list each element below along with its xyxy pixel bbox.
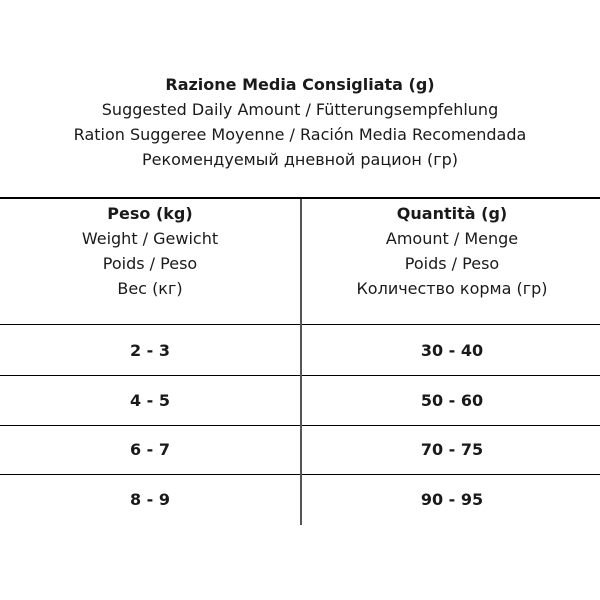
header-weight-main: Peso (kg)	[107, 204, 193, 223]
row-1-weight: 2 - 3	[129, 341, 171, 360]
header-amount-line-4: Количество корма (гр)	[356, 279, 548, 298]
title-line-4: Рекомендуемый дневной рацион (гр)	[141, 150, 459, 169]
title-line-3: Ration Suggeree Moyenne / Ración Media Recomendada	[73, 125, 527, 144]
header-amount-main: Quantità (g)	[396, 204, 508, 223]
row-2-amount: 50 - 60	[420, 391, 484, 410]
row-3-amount: 70 - 75	[420, 440, 484, 459]
header-amount-line-3: Poids / Peso	[404, 254, 500, 273]
row-3-weight: 6 - 7	[129, 440, 171, 459]
header-amount	[302, 201, 600, 301]
header-amount-line-2: Amount / Menge	[385, 229, 519, 248]
row-4-weight: 8 - 9	[129, 490, 171, 509]
header-weight-line-2: Weight / Gewicht	[81, 229, 219, 248]
title-block	[0, 72, 600, 172]
title-main: Razione Media Consigliata (g)	[165, 75, 435, 94]
header-weight-line-3: Poids / Peso	[102, 254, 198, 273]
row-4-amount: 90 - 95	[420, 490, 484, 509]
row-1-amount: 30 - 40	[420, 341, 484, 360]
title-line-2: Suggested Daily Amount / Fütterungsempfehlung	[101, 100, 499, 119]
header-weight	[0, 201, 300, 301]
header-weight-line-4: Вес (кг)	[117, 279, 183, 298]
row-2-weight: 4 - 5	[129, 391, 171, 410]
